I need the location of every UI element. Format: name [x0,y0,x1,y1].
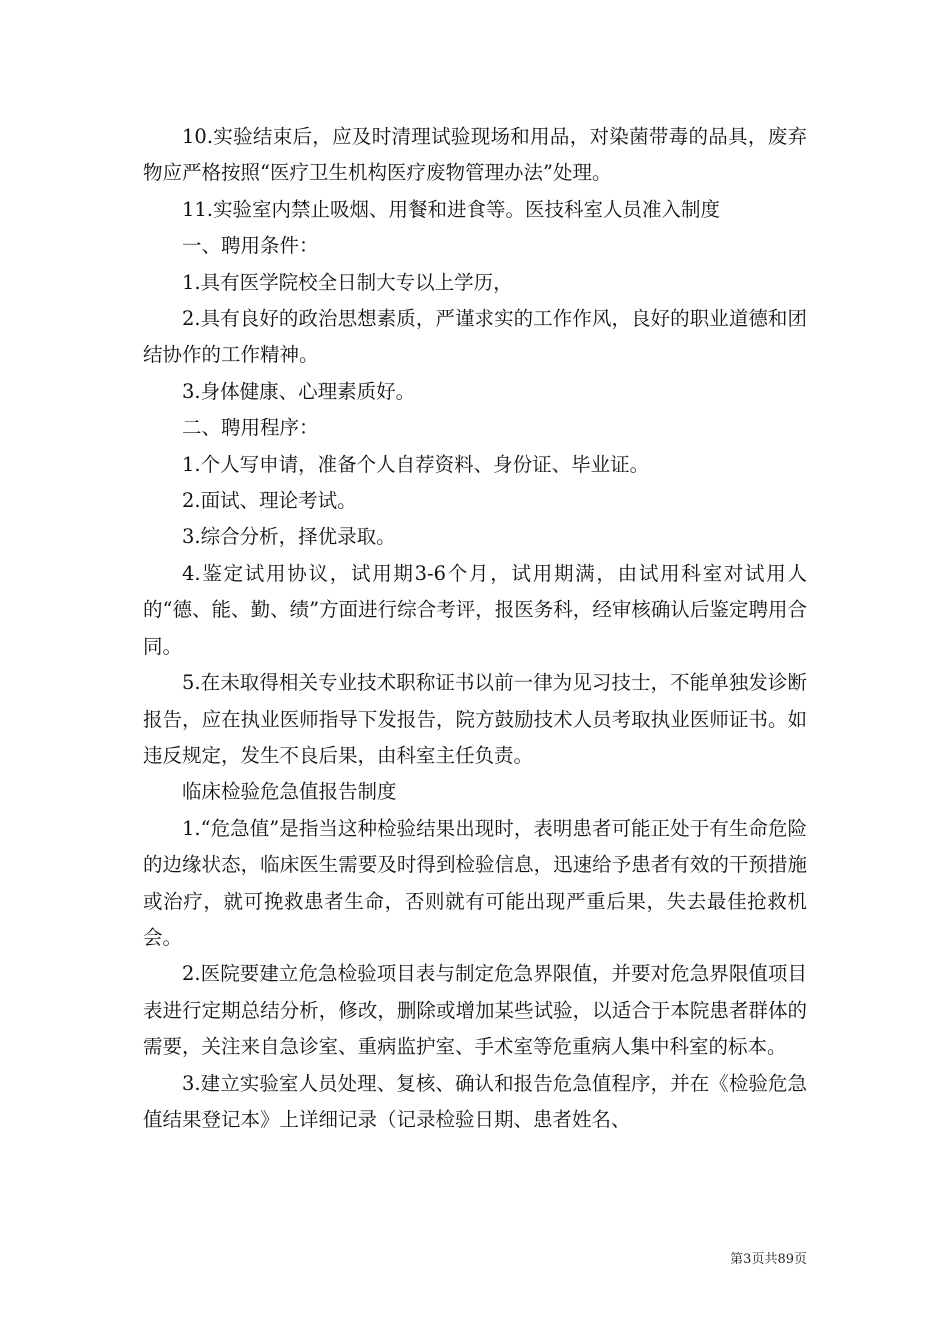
paragraph: 3.建立实验室人员处理、复核、确认和报告危急值程序，并在《检验危急值结果登记本》上详细记录（记录检验日期、患者姓名、 [143,1071,807,1131]
paragraph: 4.鉴定试用协议，试用期3-6个月，试用期满，由试用科室对试用人的“德、能、勤、绩”方面进行综合考评，报医务科，经审核确认后鉴定聘用合同。 [143,561,807,658]
document-body [143,119,807,1138]
paragraph: 3.综合分析，择优录取。 [182,525,396,549]
page-number-footer: 第3页共89页 [730,1252,807,1267]
paragraph: 1.“危急值”是指当这种检验结果出现时，表明患者可能正处于有生命危险的边缘状态，临床医生需要及时得到检验信息，迅速给予患者有效的干预措施或治疗，就可挽救患者生命，否则就有可能出现严重后果，失去最佳抢救机会。 [143,816,807,949]
paragraph: 2.具有良好的政治思想素质，严谨求实的工作作风，良好的职业道德和团结协作的工作精神。 [143,307,807,367]
paragraph: 二、聘用程序： [182,416,319,440]
paragraph: 1.个人写申请，准备个人自荐资料、身份证、毕业证。 [182,452,650,476]
section-heading: 临床检验危急值报告制度 [182,780,397,804]
paragraph: 10.实验结束后，应及时清理试验现场和用品，对染菌带毒的品具，废弃物应严格按照“医疗卫生机构医疗废物管理办法”处理。 [143,125,807,185]
paragraph: 5.在未取得相关专业技术职称证书以前一律为见习技士，不能单独发诊断报告，应在执业医师指导下发报告，院方鼓励技术人员考取执业医师证书。如违反规定，发生不良后果，由科室主任负责。 [143,671,807,767]
paragraph: 11.实验室内禁止吸烟、用餐和进食等。医技科室人员准入制度 [182,197,721,221]
paragraph: 一、聘用条件： [182,234,319,258]
paragraph: 2.面试、理论考试。 [182,489,357,513]
paragraph: 2.医院要建立危急检验项目表与制定危急界限值，并要对危急界限值项目表进行定期总结分析，修改，删除或增加某些试验，以适合于本院患者群体的需要，关注来自急诊室、重病监护室、手术室等危重病人集中科室的标本。 [143,962,807,1059]
paragraph: 1.具有医学院校全日制大专以上学历， [182,270,513,294]
paragraph: 3.身体健康、心理素质好。 [182,379,416,403]
